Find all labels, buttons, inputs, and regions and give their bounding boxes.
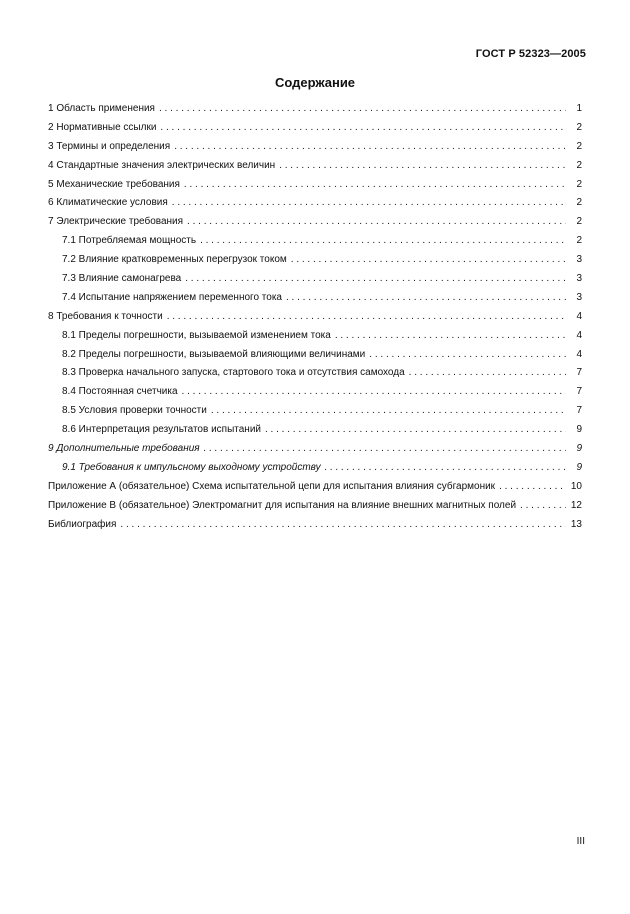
- toc-entry-text: 1 Область применения: [48, 103, 155, 114]
- toc-entry-page: 1: [576, 103, 582, 114]
- toc-entry-text: 7.1 Потребляемая мощность: [62, 235, 197, 247]
- toc-entry-page: 4: [576, 310, 582, 322]
- toc-entry-text: 5 Механические требования: [48, 178, 180, 190]
- toc-leader-dots: [211, 405, 566, 417]
- toc-entry-text: 8.4 Постоянная счетчика: [62, 386, 178, 398]
- toc-entry-text: Приложение В (обязательное) Электромагнит для испытания на влияние внешних магнитных полей: [48, 499, 517, 511]
- toc-entry-text: 8.2 Пределы погрешности, вызываемой влияющими величинами: [62, 348, 366, 360]
- toc-entry[interactable]: [48, 367, 582, 386]
- toc-leader-dots: [325, 462, 566, 474]
- toc-entry-text: 8.1 Пределы погрешности, вызываемой изменением тока: [62, 329, 331, 341]
- toc-entry-text: 7.3 Влияние самонагрева: [62, 273, 182, 285]
- toc-entry[interactable]: [48, 292, 582, 311]
- toc-entry-page: 3: [576, 291, 582, 303]
- toc-entry-text: 8 Требования к точности: [48, 310, 163, 322]
- toc-entry-page: 2: [576, 197, 582, 209]
- toc-entry-page: 7: [576, 405, 582, 417]
- toc-entry-page: 2: [576, 121, 582, 133]
- toc-entry-text: 9.1 Требования к импульсному выходному устройству: [62, 461, 321, 473]
- toc-entry-page: 4: [576, 329, 582, 341]
- toc-entry-text: 8.3 Проверка начального запуска, стартового тока и отсутствия самохода: [62, 367, 405, 379]
- toc-entry[interactable]: [48, 349, 582, 368]
- toc-entry-text: 8.5 Условия проверки точности: [62, 405, 207, 417]
- table-of-contents: [48, 103, 582, 537]
- toc-entry-page: 7: [576, 386, 582, 398]
- toc-entry[interactable]: [48, 519, 582, 538]
- toc-entry-page: 9: [576, 461, 582, 473]
- toc-entry[interactable]: [48, 443, 582, 462]
- toc-entry[interactable]: [48, 500, 582, 519]
- toc-entry[interactable]: [48, 481, 582, 500]
- toc-entry-page: 2: [576, 140, 582, 152]
- toc-entry-page: 13: [570, 518, 582, 530]
- toc-entry-page: 10: [570, 480, 582, 492]
- toc-entry-text: Библиография: [48, 518, 117, 530]
- toc-entry-text: 6 Климатические условия: [48, 197, 168, 209]
- toc-leader-dots: [159, 103, 566, 115]
- toc-leader-dots: [204, 443, 566, 455]
- toc-entry-text: 2 Нормативные ссылки: [48, 121, 157, 133]
- toc-entry[interactable]: [48, 141, 582, 160]
- toc-entry-page: 7: [576, 367, 582, 379]
- toc-leader-dots: [184, 179, 566, 191]
- toc-entry-text: 7.2 Влияние кратковременных перегрузок током: [62, 254, 287, 266]
- toc-entry[interactable]: [48, 197, 582, 216]
- page-number: III: [576, 836, 585, 847]
- toc-entry-text: 9 Дополнительные требования: [48, 443, 200, 455]
- toc-entry-text: 7 Электрические требования: [48, 216, 184, 228]
- toc-entry-text: Приложение А (обязательное) Схема испытательной цепи для испытания влияния субгармоник: [48, 480, 496, 492]
- toc-leader-dots: [279, 160, 566, 172]
- toc-entry[interactable]: [48, 386, 582, 405]
- toc-leader-dots: [174, 141, 566, 153]
- toc-entry[interactable]: [48, 122, 582, 141]
- toc-leader-dots: [335, 330, 566, 342]
- toc-entry[interactable]: [48, 179, 582, 198]
- toc-entry[interactable]: [48, 424, 582, 443]
- toc-entry-page: 4: [576, 348, 582, 360]
- toc-leader-dots: [499, 481, 566, 493]
- toc-entry[interactable]: [48, 216, 582, 235]
- toc-entry-page: 9: [576, 424, 582, 436]
- toc-leader-dots: [172, 197, 566, 209]
- toc-entry-text: 3 Термины и определения: [48, 140, 171, 152]
- toc-leader-dots: [369, 349, 566, 361]
- toc-leader-dots: [409, 367, 566, 379]
- toc-entry-page: 3: [576, 254, 582, 266]
- toc-leader-dots: [265, 424, 566, 436]
- toc-entry-page: 3: [576, 273, 582, 285]
- toc-leader-dots: [160, 122, 566, 134]
- toc-entry-page: 2: [576, 178, 582, 190]
- toc-entry-page: 2: [576, 235, 582, 247]
- toc-entry-page: 9: [576, 443, 582, 455]
- toc-entry-page: 12: [570, 499, 582, 511]
- toc-entry-page: 2: [576, 159, 582, 171]
- toc-entry[interactable]: [48, 235, 582, 254]
- toc-entry[interactable]: [48, 103, 582, 122]
- toc-entry[interactable]: [48, 311, 582, 330]
- toc-leader-dots: [120, 519, 566, 531]
- toc-entry[interactable]: [48, 330, 582, 349]
- toc-leader-dots: [200, 235, 566, 247]
- toc-entry-text: 4 Стандартные значения электрических величин: [48, 159, 276, 171]
- toc-entry-text: 7.4 Испытание напряжением переменного тока: [62, 291, 282, 303]
- toc-leader-dots: [187, 216, 566, 228]
- document-code: ГОСТ Р 52323—2005: [475, 48, 586, 60]
- toc-entry[interactable]: [48, 405, 582, 424]
- toc-entry-page: 2: [576, 216, 582, 228]
- toc-entry[interactable]: [48, 273, 582, 292]
- toc-title: Содержание: [274, 75, 356, 90]
- toc-entry[interactable]: [48, 160, 582, 179]
- toc-leader-dots: [182, 386, 566, 398]
- toc-entry[interactable]: [48, 462, 582, 481]
- toc-entry-text: 8.6 Интерпретация результатов испытаний: [62, 424, 261, 436]
- toc-leader-dots: [185, 273, 566, 285]
- toc-leader-dots: [167, 311, 566, 323]
- toc-leader-dots: [286, 292, 566, 304]
- toc-leader-dots: [520, 500, 566, 512]
- toc-leader-dots: [291, 254, 566, 266]
- toc-entry[interactable]: [48, 254, 582, 273]
